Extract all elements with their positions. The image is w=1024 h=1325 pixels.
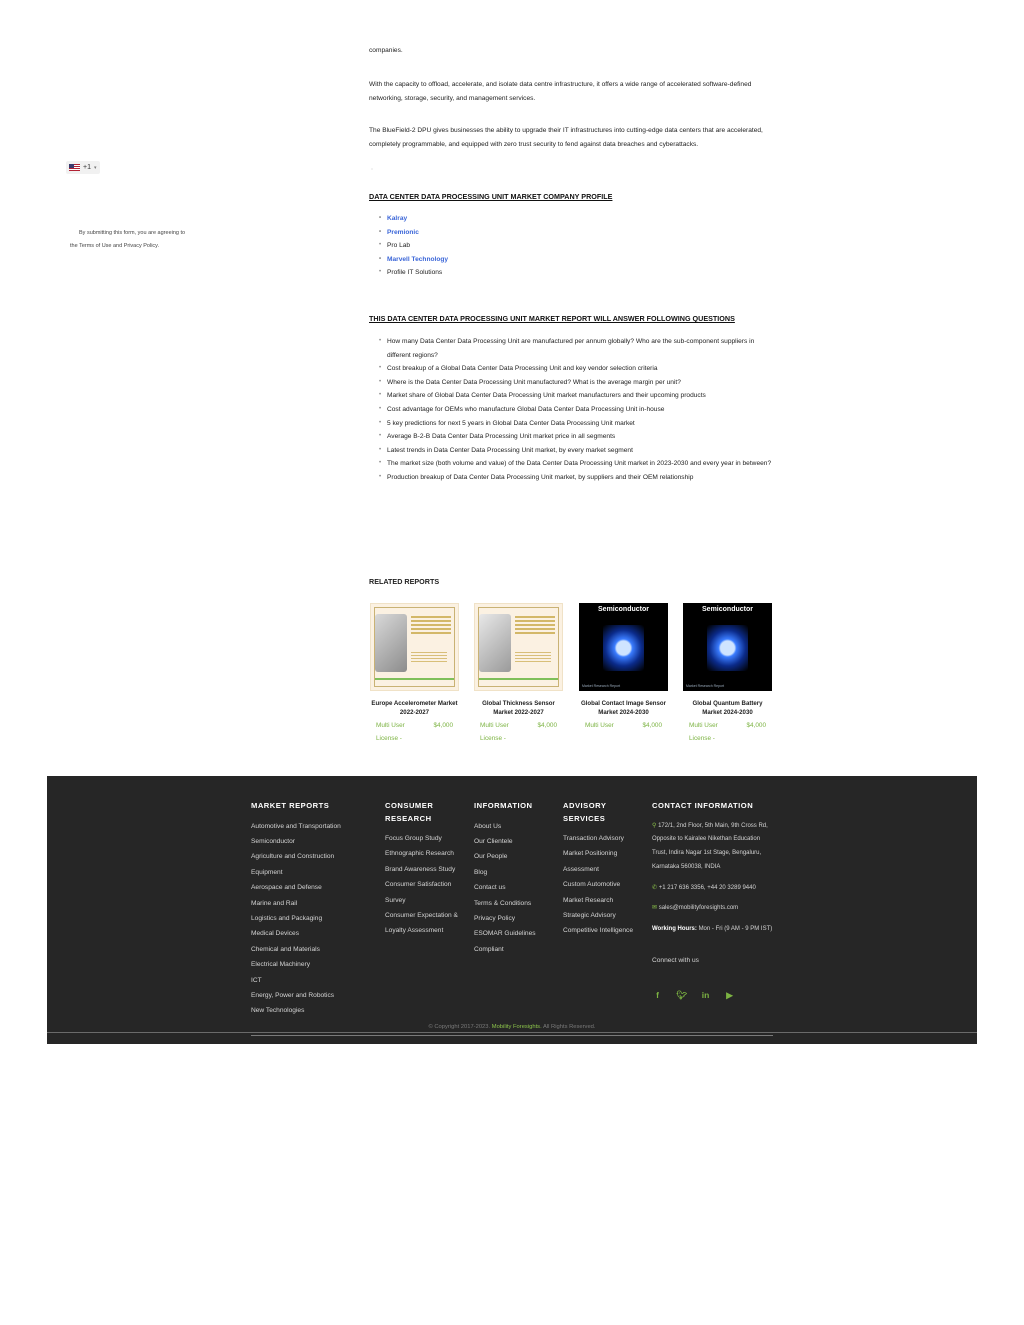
related-reports-title: RELATED REPORTS — [369, 577, 440, 586]
company-link-marvell[interactable]: • Marvell Technology — [369, 253, 448, 267]
footer-link[interactable]: Competitive Intelligence — [563, 927, 634, 935]
footer-heading: CONSUMER RESEARCH — [385, 801, 434, 823]
question-item: • Average B-2-B Data Center Data Processing Unit market price in all segments — [369, 430, 774, 444]
report-price: $4,000 — [642, 722, 662, 729]
question-item: • How many Data Center Data Processing Unit are manufactured per annum globally? Who are the sub-component suppliers in different regions? — [369, 335, 774, 362]
chevron-down-icon: ▾ — [93, 164, 97, 171]
footer-link[interactable]: Electrical Machinery — [251, 961, 310, 969]
footer-link[interactable]: Ethnographic Research — [385, 850, 454, 858]
form-note-line-1: By submitting this form, you are agreeing to — [79, 230, 186, 236]
footer-market-reports — [251, 800, 371, 1019]
linkedin-icon[interactable]: in — [701, 990, 710, 1000]
phone-text[interactable]: ✆ +1 217 636 3356, +44 20 3289 9440 — [652, 884, 756, 891]
report-card[interactable] — [370, 603, 459, 745]
footer-link[interactable]: Terms & Conditions — [474, 899, 532, 907]
connect-label: Connect with us — [652, 957, 699, 965]
working-hours: Working Hours: Mon - Fri (9 AM - 9 PM IST) — [652, 926, 773, 933]
questions-list — [369, 335, 774, 485]
footer-link[interactable]: ESOMAR Guidelines Compliant — [474, 930, 536, 953]
question-item: • Latest trends in Data Center Data Processing Unit market, by every market segment — [369, 444, 774, 458]
report-price: $4,000 — [746, 722, 766, 729]
question-item: • Where is the Data Center Data Processing Unit manufactured? What is the average margin per unit? — [369, 376, 774, 390]
question-item: • 5 key predictions for next 5 years in Global Data Center Data Processing Unit market — [369, 417, 774, 431]
footer-link[interactable]: Custom Automotive Market Research — [563, 881, 621, 904]
paragraph: With the capacity to offload, accelerate, and isolate data centre infrastructure, it offers a wide range of accelerated software-defined networking, storage, security, and management services. — [369, 81, 752, 102]
report-price: $4,000 — [537, 722, 557, 729]
footer-link[interactable]: Automotive and Transportation — [251, 822, 341, 830]
footer-divider — [251, 1035, 773, 1036]
form-note-line-2: the Terms of Use and Privacy Policy. — [70, 243, 160, 249]
footer-link[interactable]: Market Positioning Assessment — [563, 850, 618, 873]
phone-icon: ✆ — [652, 884, 659, 891]
form-consent-note — [70, 227, 195, 253]
question-item: • Cost advantage for OEMs who manufacture Global Data Center Data Processing Unit in-house — [369, 403, 774, 417]
question-item: • Production breakup of Data Center Data Processing Unit market, by suppliers and their OEM relationship — [369, 471, 774, 485]
company-link-kalray[interactable]: • Kalray — [369, 212, 448, 226]
company-item: • Profile IT Solutions — [369, 266, 448, 280]
footer-heading: INFORMATION — [474, 801, 533, 810]
footer-link[interactable]: Focus Group Study — [385, 835, 442, 842]
footer-link[interactable]: Contact us — [474, 884, 506, 892]
paragraph: companies. — [369, 47, 403, 54]
us-flag-icon — [69, 164, 80, 171]
footer-link[interactable]: Logistics and Packaging — [251, 914, 323, 922]
thumbnail-title: Semiconductor — [598, 606, 649, 613]
report-card[interactable] — [579, 603, 668, 732]
footer-link[interactable]: Marine and Rail — [251, 899, 298, 907]
footer-heading: MARKET REPORTS — [251, 801, 330, 810]
report-card[interactable] — [474, 603, 563, 745]
footer-heading: ADVISORY SERVICES — [563, 801, 607, 823]
location-pin-icon: ⚲ — [652, 822, 659, 829]
questions-heading: THIS DATA CENTER DATA PROCESSING UNIT MARKET REPORT WILL ANSWER FOLLOWING QUESTIONS — [369, 314, 735, 323]
facebook-icon[interactable]: f — [656, 990, 659, 1000]
twitter-icon[interactable]: 🐦︎ — [676, 990, 687, 1000]
footer-heading: CONTACT INFORMATION — [652, 801, 754, 810]
footer-consumer-research — [385, 800, 463, 939]
footer-link[interactable]: Consumer Expectation & Loyalty Assessment — [385, 912, 458, 935]
email-link[interactable]: ✉ sales@mobilityforesights.com — [652, 905, 739, 912]
thumbnail-footer: Market Research Report — [582, 684, 621, 688]
report-title[interactable]: Global Quantum Battery Market 2024-2030 — [692, 700, 763, 716]
question-item: • Cost breakup of a Global Data Center Data Processing Unit and key vendor selection criteria — [369, 362, 774, 376]
company-link-premionic[interactable]: • Premionic — [369, 226, 448, 240]
report-thumbnail[interactable] — [474, 603, 563, 691]
company-list — [369, 212, 448, 280]
mail-icon: ✉ — [652, 905, 659, 912]
related-reports — [369, 603, 775, 753]
report-thumbnail[interactable] — [370, 603, 459, 691]
thumbnail-footer: Market Research Report — [686, 684, 725, 688]
question-item: • The market size (both volume and value) of the Data Center Data Processing Unit market in 2023-2030 and every year in between? — [369, 457, 774, 471]
license-label: Multi User License - — [376, 722, 405, 742]
footer-link[interactable]: ICT — [251, 976, 262, 984]
footer-link[interactable]: Consumer Satisfaction Survey — [385, 881, 452, 904]
footer-link[interactable]: Chemical and Materials — [251, 945, 320, 953]
country-code-selector[interactable] — [66, 161, 100, 174]
license-label: Multi User — [585, 722, 614, 729]
footer-contact — [652, 800, 774, 968]
license-label: Multi User License - — [480, 722, 509, 742]
footer-link[interactable]: Our Clientele — [474, 837, 513, 845]
report-card[interactable] — [683, 603, 772, 745]
brand-link[interactable]: Mobility Foresights. — [491, 1024, 542, 1030]
footer-information — [474, 800, 552, 957]
thumbnail-title: Semiconductor — [702, 606, 753, 613]
footer-link[interactable]: Brand Awareness Study — [385, 865, 456, 873]
license-label: Multi User License - — [689, 722, 718, 742]
company-item: • Pro Lab — [369, 239, 448, 253]
report-thumbnail[interactable] — [683, 603, 772, 691]
copyright: © Copyright 2017-2023. Mobility Foresights. All Rights Reserved. — [428, 1024, 596, 1030]
paragraph: The BlueField-2 DPU gives businesses the ability to upgrade their IT infrastructures into cutting-edge data centers that are accelerated, completely programmable, and equipped with zero trust security to fend against data breaches and cyberattacks. — [369, 127, 763, 148]
footer-advisory — [563, 800, 638, 939]
footer-link[interactable]: About Us — [474, 822, 502, 830]
report-title[interactable]: Global Contact Image Sensor Market 2024-2030 — [581, 700, 666, 716]
social-links — [652, 990, 735, 1001]
footer-link[interactable]: Medical Devices — [251, 930, 300, 938]
report-price: $4,000 — [433, 722, 453, 729]
footer-link[interactable]: Transaction Advisory — [563, 835, 624, 842]
report-thumbnail[interactable] — [579, 603, 668, 691]
company-profile-heading: DATA CENTER DATA PROCESSING UNIT MARKET COMPANY PROFILE — [369, 192, 613, 201]
text-cursor-mark: ˈ — [371, 169, 373, 175]
footer-link[interactable]: Our People — [474, 853, 508, 861]
site-footer — [47, 776, 977, 1044]
footer-link[interactable]: Aerospace and Defense — [251, 884, 322, 892]
report-title[interactable]: Global Thickness Sensor Market 2022-2027 — [482, 700, 555, 716]
footer-link[interactable]: Blog — [474, 868, 488, 876]
youtube-icon[interactable]: ▶ — [726, 990, 733, 1000]
report-title[interactable]: Europe Accelerometer Market 2022-2027 — [371, 700, 458, 716]
footer-link[interactable]: Privacy Policy — [474, 914, 516, 922]
footer-link[interactable]: Semiconductor — [251, 837, 295, 845]
footer-link[interactable]: Agriculture and Construction Equipment — [251, 853, 335, 876]
footer-link[interactable]: Energy, Power and Robotics — [251, 991, 335, 999]
chip-icon — [603, 625, 644, 671]
chip-icon — [707, 625, 748, 671]
footer-link[interactable]: New Technologies — [251, 1007, 305, 1015]
footer-link[interactable]: Strategic Advisory — [563, 912, 616, 920]
footer-divider — [47, 1032, 977, 1033]
phone-code: +1 — [83, 164, 91, 171]
address-text: ⚲ 172/1, 2nd Floor, 5th Main, 9th Cross Rd, Opposite to Kairalee Nikethan Education Trust, Indira Nagar 1st Stage, Bengaluru, Karnataka 560038, INDIA — [652, 822, 768, 870]
question-item: • Market share of Global Data Center Data Processing Unit market manufacturers and their upcoming products — [369, 389, 774, 403]
